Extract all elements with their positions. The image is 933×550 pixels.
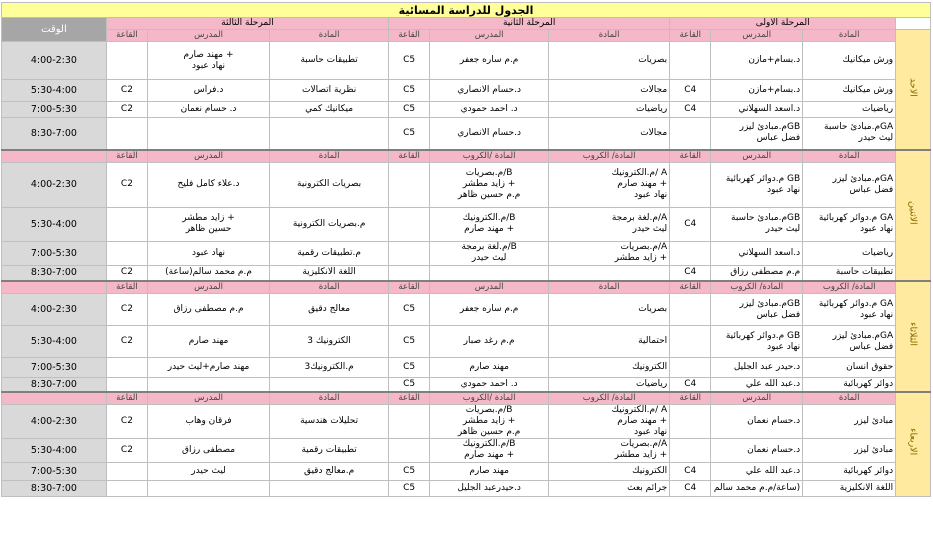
time-header-blank	[2, 150, 107, 163]
column-header-subject_group2: المادة/ الكروب	[549, 150, 670, 163]
stage3-teacher: د.علاء كامل فليح	[147, 162, 269, 207]
stage2-subject: رياضيات	[549, 102, 670, 118]
stage1-hall	[670, 294, 711, 326]
stage-2-header: المرحلة الثانية	[389, 18, 670, 30]
stage1-hall	[670, 162, 711, 207]
stage2-teacher: م.لغة برمجة/B ليث حيدر	[430, 241, 549, 265]
column-header-subject: المادة	[270, 30, 389, 42]
blank-corner	[896, 18, 931, 30]
column-header-hall: القاعة	[389, 281, 430, 294]
time-slot: 7:00-5:30	[2, 462, 107, 480]
stage3-teacher: مهند صارم+ليث حيدر	[147, 358, 269, 378]
stage3-teacher: د. حسام نعمان	[147, 102, 269, 118]
stage3-teacher	[147, 118, 269, 150]
column-header-teacher: المدرس	[711, 150, 803, 163]
time-slot: 4:00-2:30	[2, 162, 107, 207]
stage2-subject: م.الكترونيك/ A مهند صارم + نهاد عبود	[549, 162, 670, 207]
stage3-hall: C2	[106, 404, 147, 438]
stage2-hall	[389, 241, 430, 265]
stage1-teacher: م.دوائر كهربائية GB نهاد عبود	[711, 326, 803, 358]
stage3-subject: تطبيقات حاسبة	[270, 42, 389, 80]
stage1-hall	[670, 404, 711, 438]
column-header-hall: القاعة	[389, 30, 430, 42]
stage1-hall: C4	[670, 480, 711, 496]
stage2-teacher	[430, 265, 549, 281]
stage3-teacher: زايد مطشر + حسين ظاهر	[147, 207, 269, 241]
stage2-hall: C5	[389, 42, 430, 80]
stage3-hall	[106, 42, 147, 80]
column-header-subject: المادة	[270, 281, 389, 294]
time-slot: 8:30-7:00	[2, 265, 107, 281]
time-slot: 5:30-4:00	[2, 326, 107, 358]
stage3-subject: م.تطبيقات رقمية	[270, 241, 389, 265]
stage1-hall: C4	[670, 102, 711, 118]
stage2-teacher: م.م ساره جعفر	[430, 294, 549, 326]
stage1-subject: ورش ميكانيك	[803, 80, 896, 102]
column-header-hall: القاعة	[106, 150, 147, 163]
column-header-subject_group2: المادة/ الكروب	[711, 281, 803, 294]
column-header-subject: المادة	[549, 281, 670, 294]
column-header-hall: القاعة	[670, 392, 711, 405]
stage3-subject: م.بصريات الكترونية	[270, 207, 389, 241]
stage1-subject: مبادئ ليزر	[803, 438, 896, 462]
day-label-wed	[896, 392, 931, 497]
stage1-subject: مبادئ ليزر	[803, 404, 896, 438]
stage1-hall	[670, 358, 711, 378]
stage3-teacher: د.فراس	[147, 80, 269, 102]
stage3-hall: C2	[106, 265, 147, 281]
stage2-hall: C5	[389, 80, 430, 102]
stage2-hall: C5	[389, 480, 430, 496]
stage1-subject: دوائر كهربائية	[803, 378, 896, 392]
column-header-hall: القاعة	[670, 150, 711, 163]
stage1-hall	[670, 118, 711, 150]
time-slot: 7:00-5:30	[2, 241, 107, 265]
stage2-subject	[549, 265, 670, 281]
stage3-subject	[270, 480, 389, 496]
stage2-hall	[389, 404, 430, 438]
column-header-hall: القاعة	[106, 30, 147, 42]
stage2-teacher: م.م ساره جعفر	[430, 42, 549, 80]
stage3-hall: C2	[106, 438, 147, 462]
stage3-subject: تطبيقات رقمية	[270, 438, 389, 462]
stage3-teacher: م.م مصطفى رزاق	[147, 294, 269, 326]
column-header-hall: القاعة	[106, 281, 147, 294]
stage2-hall	[389, 207, 430, 241]
stage1-teacher: د.عبد الله علي	[711, 462, 803, 480]
column-header-subject_group2: المادة/ الكروب	[803, 281, 896, 294]
stage2-subject: م.الكترونيك/ A مهند صارم + نهاد عبود	[549, 404, 670, 438]
stage3-teacher: (ساعة)م.م محمد سالم	[147, 265, 269, 281]
stage3-hall	[106, 378, 147, 392]
stage2-subject: بصريات	[549, 294, 670, 326]
time-header: الوقت	[2, 18, 107, 42]
column-header-hall: القاعة	[389, 392, 430, 405]
stage2-hall: C5	[389, 358, 430, 378]
stage3-teacher	[147, 480, 269, 496]
stage-1-header: المرحلة الاولى	[670, 18, 896, 30]
column-header-hall: القاعة	[106, 392, 147, 405]
time-slot: 4:00-2:30	[2, 404, 107, 438]
stage2-hall: C5	[389, 378, 430, 392]
column-header-subject_group: المادة /الكروب	[430, 392, 549, 405]
stage2-teacher: م.بصريات/B زايد مطشر + م.م حسين ظاهر	[430, 162, 549, 207]
stage3-subject	[270, 378, 389, 392]
stage2-teacher: د.حسام الانصاري	[430, 80, 549, 102]
column-header-hall: القاعة	[389, 150, 430, 163]
stage1-hall	[670, 326, 711, 358]
stage3-hall	[106, 118, 147, 150]
stage2-teacher: د. احمد حمودي	[430, 102, 549, 118]
stage1-subject: تطبيقات حاسبة	[803, 265, 896, 281]
stage2-subject: الكترونيك	[549, 358, 670, 378]
stage1-teacher: د.اسعد السهلاني	[711, 102, 803, 118]
day-name: الثلاثاء	[907, 322, 919, 347]
stage1-teacher: د.بسام+مازن	[711, 80, 803, 102]
stage2-teacher: د. احمد حمودي	[430, 378, 549, 392]
time-slot: 7:00-5:30	[2, 358, 107, 378]
stage3-subject: م.الكترونيك3	[270, 358, 389, 378]
stage2-subject: مجالات	[549, 80, 670, 102]
stage1-subject: دوائر كهربائية	[803, 462, 896, 480]
column-header-subject_group: المادة /الكروب	[430, 150, 549, 163]
day-name: الاثنين	[907, 201, 919, 226]
stage1-subject: رياضيات	[803, 102, 896, 118]
stage1-hall	[670, 42, 711, 80]
column-header-hall: القاعة	[670, 30, 711, 42]
stage2-teacher: مهند صارم	[430, 358, 549, 378]
stage2-subject: م.بصريات/A زايد مطشر +	[549, 241, 670, 265]
column-header-teacher: المدرس	[147, 281, 269, 294]
column-header-subject: المادة	[270, 150, 389, 163]
stage1-teacher: ساعة/م.م محمد سالم)	[711, 480, 803, 496]
stage1-teacher: د.عبد الله علي	[711, 378, 803, 392]
stage1-subject: م.دوائر كهربائية GA نهاد عبود	[803, 294, 896, 326]
column-header-teacher: المدرس	[430, 30, 549, 42]
stage2-hall: C5	[389, 102, 430, 118]
stage2-teacher: م.الكترونيك/B مهند صارم +	[430, 207, 549, 241]
stage2-subject: م.بصريات/A زايد مطشر +	[549, 438, 670, 462]
stage1-subject: اللغة الانكليزية	[803, 480, 896, 496]
column-header-subject: المادة	[803, 30, 896, 42]
time-slot: 8:30-7:00	[2, 480, 107, 496]
stage2-hall	[389, 265, 430, 281]
stage3-subject: نظرية اتصالات	[270, 80, 389, 102]
stage1-teacher: م.مبادئ حاسبةGB ليث حيدر	[711, 207, 803, 241]
stage3-hall: C2	[106, 102, 147, 118]
stage3-hall: C2	[106, 326, 147, 358]
stage2-teacher: م.م رغد صبار	[430, 326, 549, 358]
day-label-mon	[896, 150, 931, 282]
stage1-subject: م.مبادئ ليزرGA فضل عباس	[803, 326, 896, 358]
column-header-hall: القاعة	[670, 281, 711, 294]
stage1-subject: رياضيات	[803, 241, 896, 265]
column-header-subject: المادة	[549, 30, 670, 42]
stage3-subject	[270, 118, 389, 150]
stage2-teacher: د.حسام الانصاري	[430, 118, 549, 150]
stage3-subject: الكترونيك 3	[270, 326, 389, 358]
stage2-hall: C5	[389, 118, 430, 150]
stage1-teacher: م.دوائر كهربائية GB نهاد عبود	[711, 162, 803, 207]
stage3-hall: C2	[106, 162, 147, 207]
column-header-subject: المادة	[803, 392, 896, 405]
stage1-subject: ورش ميكانيك	[803, 42, 896, 80]
stage3-subject: تحليلات هندسية	[270, 404, 389, 438]
stage3-hall	[106, 207, 147, 241]
stage2-hall	[389, 162, 430, 207]
column-header-teacher: المدرس	[147, 150, 269, 163]
stage2-subject: بصريات	[549, 42, 670, 80]
stage3-hall	[106, 358, 147, 378]
stage3-teacher: مصطفى رزاق	[147, 438, 269, 462]
stage1-subject: م.دوائر كهربائية GA نهاد عبود	[803, 207, 896, 241]
schedule-table	[1, 2, 931, 497]
stage3-subject: بصريات الكترونية	[270, 162, 389, 207]
stage2-hall: C5	[389, 294, 430, 326]
stage1-hall: C4	[670, 265, 711, 281]
day-name: الاربعاء	[907, 428, 919, 456]
column-header-teacher: المدرس	[147, 30, 269, 42]
stage3-teacher: مهند صارم + نهاد عبود	[147, 42, 269, 80]
column-header-teacher: المدرس	[147, 392, 269, 405]
stage1-hall	[670, 241, 711, 265]
stage3-hall	[106, 462, 147, 480]
stage3-teacher: ليث حيدر	[147, 462, 269, 480]
stage2-subject: الكترونيك	[549, 462, 670, 480]
time-header-blank	[2, 392, 107, 405]
stage1-teacher: د.بسام+مازن	[711, 42, 803, 80]
day-label-sun	[896, 30, 931, 150]
stage3-teacher	[147, 378, 269, 392]
stage1-teacher: د.حسام نعمان	[711, 438, 803, 462]
column-header-subject_group2: المادة/ الكروب	[549, 392, 670, 405]
stage1-teacher: م.مبادئ ليزرGB فضل عباس	[711, 294, 803, 326]
time-slot: 8:30-7:00	[2, 378, 107, 392]
stage2-subject: م.لغة برمجة/A ليث حيدر	[549, 207, 670, 241]
stage1-hall: C4	[670, 207, 711, 241]
stage1-hall: C4	[670, 80, 711, 102]
page-title: الجدول للدراسة المسائية	[2, 3, 931, 18]
stage1-subject: حقوق انسان	[803, 358, 896, 378]
column-header-teacher: المدرس	[711, 30, 803, 42]
time-slot: 4:00-2:30	[2, 42, 107, 80]
stage1-hall: C4	[670, 462, 711, 480]
column-header-teacher: المدرس	[711, 392, 803, 405]
stage-3-header: المرحلة الثالثة	[106, 18, 388, 30]
stage2-teacher: مهند صارم	[430, 462, 549, 480]
stage3-teacher: مهند صارم	[147, 326, 269, 358]
stage2-subject: مجالات	[549, 118, 670, 150]
time-slot: 5:30-4:00	[2, 207, 107, 241]
stage2-hall: C5	[389, 462, 430, 480]
stage2-hall: C5	[389, 326, 430, 358]
stage2-hall	[389, 438, 430, 462]
time-slot: 5:30-4:00	[2, 438, 107, 462]
stage1-teacher: م.مبادئ ليزرGB فضل عباس	[711, 118, 803, 150]
time-slot: 5:30-4:00	[2, 80, 107, 102]
stage2-teacher: د.حيدرعبد الجليل	[430, 480, 549, 496]
stage1-subject: م.مبادئ حاسبةGA ليث حيدر	[803, 118, 896, 150]
stage2-teacher: م.الكترونيك/B مهند صارم +	[430, 438, 549, 462]
stage2-teacher: م.بصريات/B زايد مطشر + م.م حسين ظاهر	[430, 404, 549, 438]
stage2-subject: رياضيات	[549, 378, 670, 392]
time-slot: 7:00-5:30	[2, 102, 107, 118]
stage3-subject: ميكانيك كمي	[270, 102, 389, 118]
stage3-subject: م.معالج دقيق	[270, 462, 389, 480]
stage1-hall: C4	[670, 378, 711, 392]
time-slot: 8:30-7:00	[2, 118, 107, 150]
stage2-subject: احتمالية	[549, 326, 670, 358]
stage3-teacher: نهاد عبود	[147, 241, 269, 265]
stage1-teacher: م.م مصطفى رزاق	[711, 265, 803, 281]
stage1-teacher: د.حسام نعمان	[711, 404, 803, 438]
stage3-hall: C2	[106, 80, 147, 102]
day-name: الاحد	[907, 77, 919, 97]
stage1-subject: م.مبادئ ليزرGA فضل عباس	[803, 162, 896, 207]
stage3-hall: C2	[106, 294, 147, 326]
stage3-subject: معالج دقيق	[270, 294, 389, 326]
day-label-tue	[896, 281, 931, 392]
stage3-hall	[106, 480, 147, 496]
column-header-subject: المادة	[270, 392, 389, 405]
stage1-hall	[670, 438, 711, 462]
time-header-blank	[2, 281, 107, 294]
column-header-teacher: المدرس	[430, 281, 549, 294]
stage1-teacher: د.حيدر عبد الجليل	[711, 358, 803, 378]
time-slot: 4:00-2:30	[2, 294, 107, 326]
column-header-subject: المادة	[803, 150, 896, 163]
stage3-subject: اللغة الانكليزية	[270, 265, 389, 281]
stage2-subject: جرائم بعث	[549, 480, 670, 496]
stage3-hall	[106, 241, 147, 265]
stage1-teacher: د.اسعد السهلاني	[711, 241, 803, 265]
stage3-teacher: فرقان وهاب	[147, 404, 269, 438]
